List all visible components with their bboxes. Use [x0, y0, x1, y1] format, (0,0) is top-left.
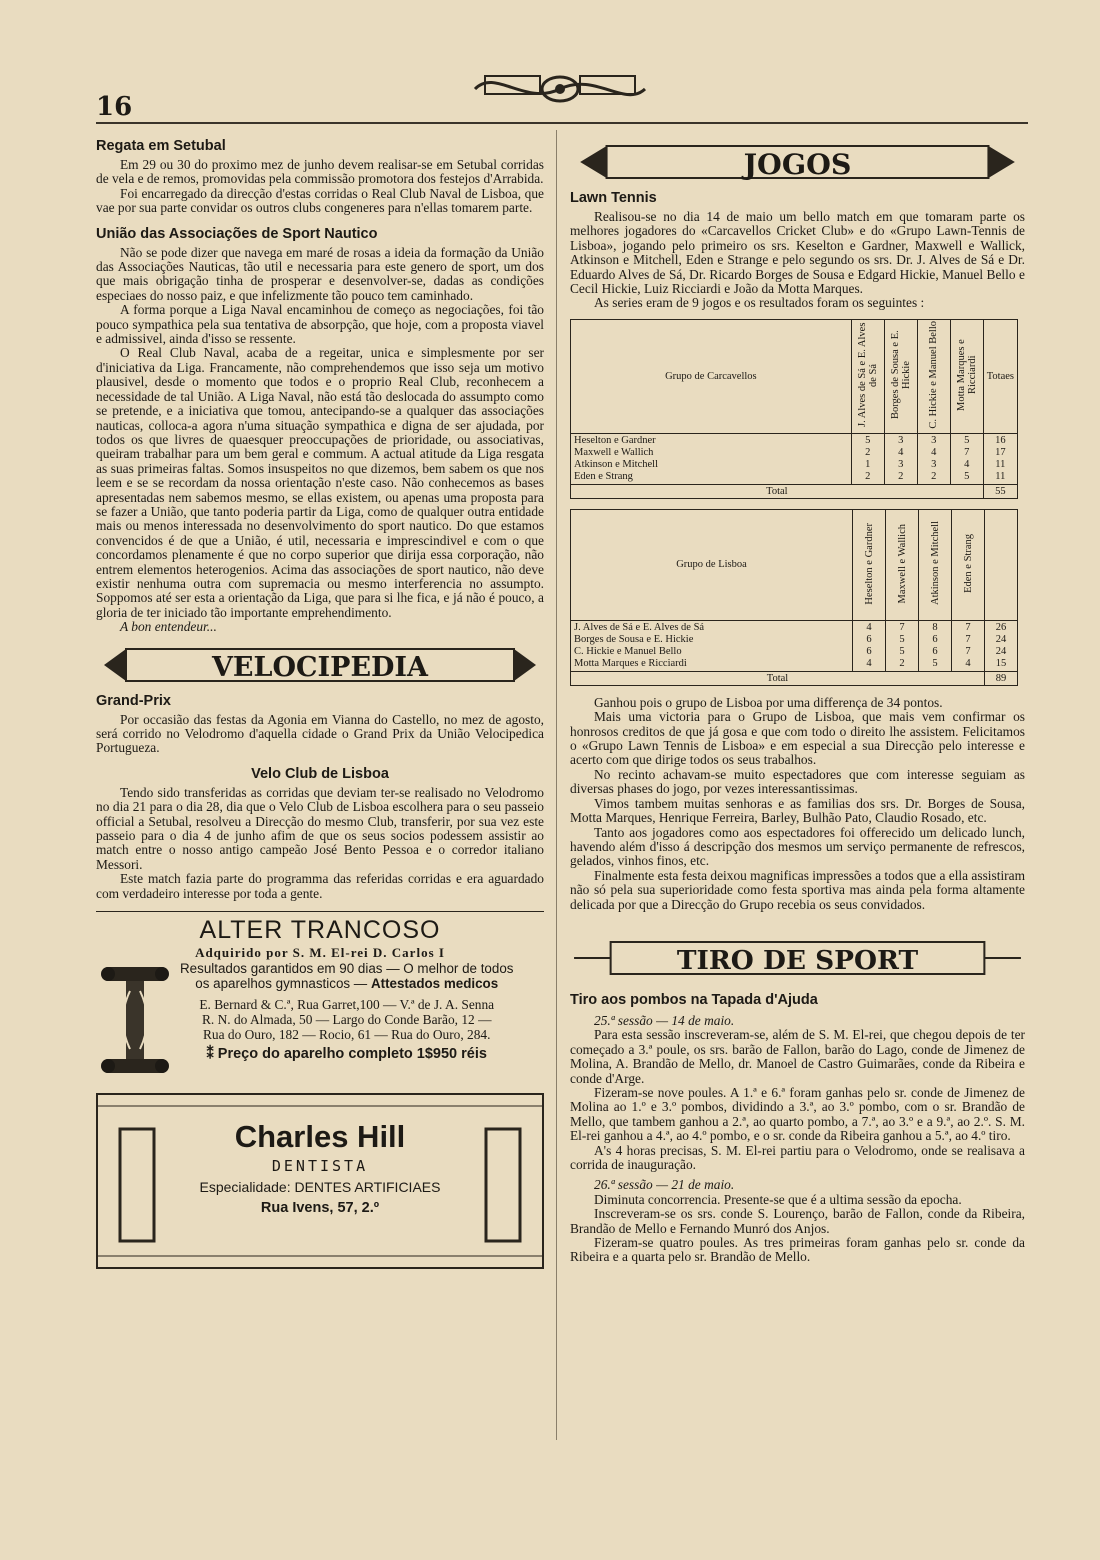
ad-address-2: R. N. do Almada, 50 — Largo do Conde Barão, 12 — [201, 1012, 492, 1028]
lawn-p7: Tanto aos jogadores como aos espectadores foi offerecido um delicado lunch, havendo além d'isso á descripção dos mesmos um serviço permanente de refrescos, gelados, vinhos finos, etc. [570, 824, 1025, 869]
ad-line-2b: Attestados medicos [370, 976, 499, 992]
table2-row-totals: 26 24 24 15 [985, 620, 1018, 671]
lawn-p5: No recinto achavam-se muito espectadores que com interesse seguiam as diversas phases do jogo, por vezes interessantissimas. [570, 766, 1025, 797]
table1-col-3: C. Hickie e Manuel Bello [917, 319, 950, 433]
tiro-p2: Fizeram-se nove poules. A 1.ª e 6.ª foram ganhas pelo sr. conde de Jimenez de Molina ao 1.º e 3.º pombos, dividindo a 3.ª, ao 3.º pombo, com o sr. Brandão de Mello, que tambem ganhou a 2.ª, ao quarto pombo, a 7.ª, ao 3.º e a 9.ª, ao 2.º. S. M. El-rei ganhou a 4.ª, ao 4.º pombo, e o sr. conde da Ribeira ganhou a 5.ª, ao 4.º tiro. [570, 1084, 1025, 1144]
regata-title: Regata em Setubal [96, 138, 226, 154]
table2-col-4: Eden e Strang [952, 509, 985, 620]
table1-col-2: Borges de Sousa e E. Hickie [884, 319, 917, 433]
tiro-session-25: 25.ª sessão — 14 de maio. [594, 1012, 735, 1028]
table2-group-label: Grupo de Lisboa [571, 509, 853, 620]
grandprix-p1: Por occasião das festas da Agonia em Vianna do Castello, no mez de agosto, será corrido no Velodromo d'aquella cidade o Grand Prix da União Velocipedica Portugueza. [96, 711, 544, 756]
table2-total-label: Total [571, 671, 985, 685]
table1-col-4: Motta Marques e Ricciardi [950, 319, 983, 433]
alter-trancoso-ad [96, 911, 544, 1079]
tiro-banner [570, 936, 1025, 980]
regata-p2: Foi encarregado da direcção d'estas corridas o Real Club Naval de Lisboa, que vae por sua parte convidar os outros clubs congeneres para n'ellas tomarem parte. [96, 185, 544, 216]
ad-address-3: Rua do Ouro, 182 — Rocio, 61 — Rua do Ouro, 284. [202, 1027, 491, 1043]
table1-col-1-values: 5 2 1 2 [851, 433, 884, 484]
table1-row-names: Heselton e Gardner Maxwell e Wallich Atkinson e Mitchell Eden e Strang [571, 433, 852, 484]
dentist-profession: DENTISTA [271, 1157, 369, 1176]
regata-p1: Em 29 ou 30 do proximo mez de junho devem realisar-se em Setubal corridas de vela e de remos, promovidas pela commissão promotora dos festejos d'Arrabida. [96, 157, 544, 187]
ad-line-1: Resultados garantidos em 90 dias — O melhor de todos [180, 961, 514, 977]
dentist-specialty: Especialidade: DENTES ARTIFICIAES [199, 1179, 441, 1196]
lawn-p2: As series eram de 9 jogos e os resultados foram os seguintes : [594, 295, 925, 311]
top-rule [96, 122, 1028, 124]
dentist-name: Charles Hill [234, 1119, 406, 1155]
lawn-p3: Ganhou pois o grupo de Lisboa por uma differença de 34 pontos. [594, 694, 943, 710]
lawn-p6: Vimos tambem muitas senhoras e as familias dos srs. Dr. Borges de Sousa, Motta Marques, Henrique Ferreira, Barley, Bulhão Pato, Claudio Rosado, etc. [570, 795, 1025, 826]
table2-col-2-values: 7 5 5 2 [886, 620, 919, 671]
table2-row-names: J. Alves de Sá e E. Alves de Sá Borges de Sousa e E. Hickie C. Hickie e Manuel Bello Motta Marques e Ricciardi [571, 620, 853, 671]
results-table-lisboa [570, 509, 1018, 686]
masthead-logo [465, 66, 655, 112]
ad-address-1: E. Bernard & C.ª, Rua Garret,100 — V.ª de J. A. Senna [199, 997, 495, 1013]
velo-p2: Este match fazia parte do programma das referidas corridas e era aguardado com verdadeiro interesse por toda a gente. [96, 871, 544, 901]
ad-subtitle: Adquirido por S. M. El-rei D. Carlos I [195, 945, 445, 961]
lawn-p8: Finalmente esta festa deixou magnificas impressões a todos que a ella assistiram não só pela sua superioridade como festa sportiva mas ainda pela forma altamente delicada por que a Direcção do Grupo recebia os seus convidados. [570, 867, 1025, 912]
uniao-closing [96, 620, 544, 634]
table2-col-1-values: 4 6 6 4 [853, 620, 886, 671]
table-row [571, 433, 1018, 484]
ad-line-2 [180, 976, 513, 991]
tiro-p5: Inscreveram-se os srs. conde S. Lourenço, barão de Fallon, conde da Ribeira, Brandão de Mello e Fernando Munró dos Anjos. [570, 1206, 1025, 1236]
table1-group-label: Grupo de Carcavellos [571, 319, 852, 433]
charles-hill-ad [96, 1093, 544, 1269]
uniao-p2: A forma porque a Liga Naval encaminhou de começo as negociações, foi tão pouco sympathica pela sua tentativa de absorpção, que hoje, com a proposta viavel e admissivel, ainda d'isso se ressente. [96, 302, 544, 347]
left-column [96, 132, 544, 1269]
right-column [570, 132, 1025, 1265]
ad-title: ALTER TRANCOSO [199, 916, 441, 945]
table1-totals-header: Totaes [983, 319, 1017, 433]
jogos-banner-text: JOGOS [743, 148, 852, 181]
closing-text: A bon entendeur... [120, 619, 217, 635]
tiro-p6: Fizeram-se quatro poules. As tres primeiras foram ganhas pelo sr. conde da Ribeira e a quarta pelo sr. Brandão de Mello. [570, 1235, 1025, 1265]
ad-line-2a: os aparelhos gymnasticos — [195, 976, 368, 992]
tiro-banner-text: TIRO DE SPORT [676, 945, 919, 976]
tiro-session-26: 26.ª sessão — 21 de maio. [594, 1177, 735, 1193]
column-separator [556, 130, 557, 1440]
table2-col-4-values: 7 7 7 4 [952, 620, 985, 671]
table2-totals-header [985, 509, 1018, 620]
results-table-carcavellos [570, 319, 1018, 499]
grandprix-title: Grand-Prix [96, 692, 171, 709]
ad-text-block [180, 961, 513, 1079]
table1-col-1: J. Alves de Sá e E. Alves de Sá [851, 319, 884, 433]
table2-col-2: Maxwell e Wallich [886, 509, 919, 620]
table1-col-4-values: 5 7 4 5 [950, 433, 983, 484]
tiro-p1: Para esta sessão inscreveram-se, além de S. M. El-rei, que chegou depois de ter começado a 3.ª poule, os srs. barão de Fallon, barão do Lago, conde de Jimenez de Molina, A. Brandão de Mello, dr. Manoel de Castro Guimarães, conde da Ribeira e conde d'Arge. [570, 1027, 1025, 1086]
dentist-address: Rua Ivens, 57, 2.º [260, 1200, 380, 1217]
uniao-p1: Não se pode dizer que navega em maré de rosas a ideia da formação da União das Associações Nauticas, tão util e necessaria para este genero de sport, um dos que mais obrigação tinha de prosperar e desenvolver-se, dadas as condições especiaes do nosso paiz, e que infelizmente tão pouco tem caminhado. [96, 244, 544, 303]
table1-grand-total: 55 [983, 484, 1017, 498]
lawn-p4: Mais uma victoria para o Grupo de Lisboa, que mais vem confirmar os honrosos creditos de que já gosa e que com todo o direito lhe assistem. Felicitamos o «Grupo Lawn Tennis de Lisboa» e em especial a sua Direcção pelo interesse e acerto com que dirige todos os seus trabalhos. [570, 709, 1025, 768]
uniao-p3: O Real Club Naval, acaba de a regeitar, unica e simplesmente por ser d'iniciativa da Liga. Francamente, não comprehendemos que isso seja um motivo plausivel, desde o momento que todos e o proprio Real Club, reconhecem a necessidade de tal União. A Liga Naval, não está tão deslocada do assumpto como se pretende, e a iniciativa que tomou, antecipando-se a qualquer das associações nauticas, colloca-a agora n'uma situação sympathica e digna de ser ajudada, por todos os que livres de quaesquer preoccupações de prioridade, ou associativas, queiram trabalhar para um bem geral e commum. A actual atitude da Liga resgata as suas primeiras faltas. Somos insuspeitos no que dizemos, bem sabem os que nos leem e se se recordam da nossa orientação n'este caso. Não conhecemos as bases apresentadas nem sabemos mesmo, se ellas existem, ou apenas uma proposta para se fazer a União, que tanto poderia partir da Liga, como de qualquer outra entidade mais ou menos interessada no desenvolvimento do sport nautico. Do que estamos convencidos é de que a União, é util, necessaria e imprescindivel e com o que concordamos plenamente é que no corpo superior que dirija essa corporação, não entrem elementos heterogenios. Acima das associações de sport nautico, não deve existir nenhuma outra com supremacia ou mesmo interferencia no assumpto. Soppomos até ser esta a orientação da Liga, que para si lhe fica, e já não é pouco, a gloria de ter iniciado tão importante emprehendimento. [96, 345, 544, 620]
table-row [571, 620, 1018, 671]
page-number: 16 [96, 92, 133, 122]
lawn-title: Lawn Tennis [570, 190, 657, 206]
jogos-banner [570, 140, 1025, 184]
tiro-p3: A's 4 horas precisas, S. M. El-rei partiu para o Velodromo, onde se realisava a corrida de inauguração. [570, 1142, 1025, 1172]
table2-col-1: Heselton e Gardner [853, 509, 886, 620]
velo-p1: Tendo sido transferidas as corridas que deviam ter-se realisado no Velodromo no dia 21 para o dia 28, dia que o Velo Club de Lisboa escolhera para o seu passeio official a Setubal, resolveu a Direcção do mesmo Club, transferir, por sua vez este passeio para o dia 4 de junho afim de que os seus socios podessem assistir ao match entre o nosso antigo campeão José Bento Pessoa e o corredor italiano Messori. [96, 784, 544, 872]
table1-col-2-values: 3 4 3 2 [884, 433, 917, 484]
table2-col-3: Atkinson e Mitchell [919, 509, 952, 620]
gymnastic-apparatus-illustration [96, 961, 174, 1079]
uniao-title: União das Associações de Sport Nautico [96, 225, 378, 242]
velocipedia-banner-text: VELOCIPEDIA [211, 651, 429, 683]
table2-col-3-values: 8 6 6 5 [919, 620, 952, 671]
table1-row-totals: 16 17 11 11 [983, 433, 1017, 484]
velo-title: Velo Club de Lisboa [251, 765, 389, 782]
tiro-p4: Diminuta concorrencia. Presente-se que é a ultima sessão da epocha. [594, 1191, 962, 1207]
table2-grand-total: 89 [985, 671, 1018, 685]
tiro-title: Tiro aos pombos na Tapada d'Ajuda [570, 991, 818, 1008]
ad-price: ⁑ Preço do aparelho completo 1$950 réis [206, 1046, 487, 1063]
velocipedia-banner [96, 643, 544, 687]
table1-total-label: Total [571, 484, 984, 498]
table1-col-3-values: 3 4 3 2 [917, 433, 950, 484]
lawn-p1: Realisou-se no dia 14 de maio um bello match em que tomaram parte os melhores jogadores do «Carcavellos Cricket Club» e do «Grupo Lawn-Tennis de Lisboa», jogando pelo primeiro os srs. Keselton e Gardner, Maxwell e Wallick, Atkinson e Mitchell, Eden e Strange e pelo segundo os srs. Dr. J. Alves de Sá e Dr. Eduardo Alves de Sá, Dr. Ricardo Borges de Sousa e Edgard Hickie, Manuel Bello e Cecil Hickie, Luiz Ricciardi e João da Motta Marques. [570, 209, 1025, 297]
